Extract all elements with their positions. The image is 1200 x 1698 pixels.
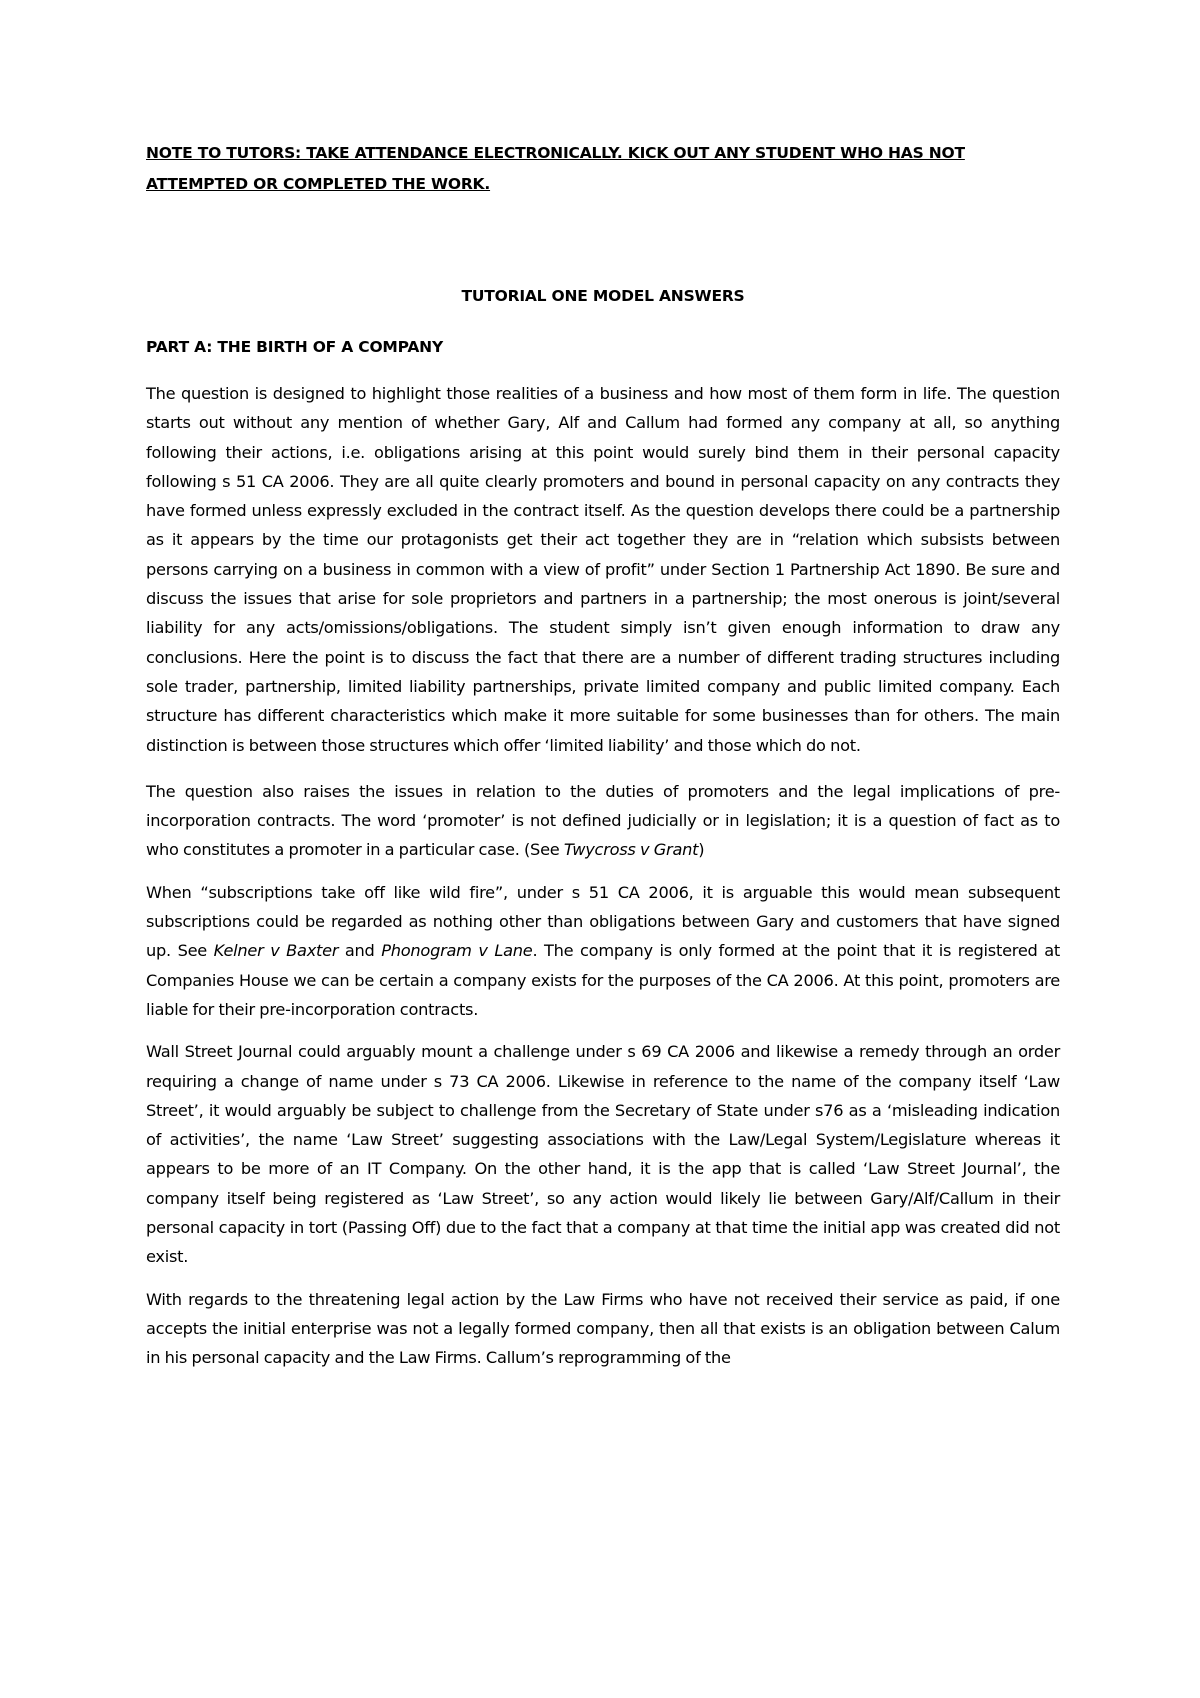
paragraph-4: Wall Street Journal could arguably mount a challenge under s 69 CA 2006 and likewise a remedy through an order requiring a change of name under s 73 CA 2006. Likewise in reference to the name of the company itself ‘Law Street’, it would arguably be subject to challenge from the Secretary of State under s76 as a ‘misleading indication of activities’, the name ‘Law Street’ suggesting associations with the Law/Legal System/Legislature whereas it appears to be more of an IT Company. On the other hand, it is the app that is called ‘Law Street Journal’, the company itself being registered as ‘Law Street’, so any action would likely lie between Gary/Alf/Callum in their personal capacity in tort (Passing Off) due to the fact that a company at that time the initial app was created did not exist.: [146, 1042, 1060, 1267]
case-citation: Kelner v Baxter: [213, 941, 339, 961]
paragraph-2-end: ): [698, 840, 705, 860]
tutor-note: NOTE TO TUTORS: TAKE ATTENDANCE ELECTRONICALLY. KICK OUT ANY STUDENT WHO HAS NOT ATTEMPTED OR COMPLETED THE WORK.: [146, 144, 965, 193]
paragraph-5: With regards to the threatening legal action by the Law Firms who have not received their service as paid, if one accepts the initial enterprise was not a legally formed company, then all that exists is an obligation between Calum in his personal capacity and the Law Firms. Callum’s reprogramming of the: [146, 1289, 1060, 1368]
document-page: [146, 138, 1060, 1373]
paragraph-3-text-b: and: [338, 941, 382, 961]
paragraph-3-text-a: When “subscriptions take off like wild fire”, under s 51 CA 2006, it is arguable this would mean subsequent subscriptions could be regarded as nothing other than obligations between Gary and customers that have signed up. See: [146, 882, 1060, 961]
case-citation: Phonogram v Lane: [381, 941, 533, 961]
paragraph-2-text: The question also raises the issues in relation to the duties of promoters and the legal implications of pre-incorporation contracts. The word ‘promoter’ is not defined judicially or in legislation; it is a question of fact as to who constitutes a promoter in a particular case. (See: [146, 781, 1060, 860]
page-title: TUTORIAL ONE MODEL ANSWERS: [461, 287, 745, 305]
part-a-heading: PART A: THE BIRTH OF A COMPANY: [146, 338, 443, 356]
paragraph-2: [146, 777, 1060, 865]
paragraph-1: The question is designed to highlight those realities of a business and how most of them form in life. The question starts out without any mention of whether Gary, Alf and Callum had formed any company at all, so anything following their actions, i.e. obligations arising at this point would surely bind them in their personal capacity following s 51 CA 2006. They are all quite clearly promoters and bound in personal capacity on any contracts they have formed unless expressly excluded in the contract itself. As the question develops there could be a partnership as it appears by the time our protagonists get their act together they are in “relation which subsists between persons carrying on a business in common with a view of profit” under Section 1 Partnership Act 1890. Be sure and discuss the issues that arise for sole proprietors and partners in a partnership; the most onerous is joint/several liability for any acts/omissions/obligations. The student simply isn’t given enough information to draw any conclusions. Here the point is to discuss the fact that there are a number of different trading structures including sole trader, partnership, limited liability partnerships, private limited company and public limited company. Each structure has different characteristics which make it more suitable for some businesses than for others. The main distinction is between those structures which offer ‘limited liability’ and those which do not.: [146, 384, 1060, 755]
paragraph-3-text-c: . The company is only formed at the point that it is registered at Companies House we can be certain a company exists for the purposes of the CA 2006. At this point, promoters are liable for their pre-incorporation contracts.: [146, 941, 1060, 1019]
paragraph-3: [146, 878, 1060, 1024]
case-citation: Twycross v Grant: [563, 840, 699, 860]
